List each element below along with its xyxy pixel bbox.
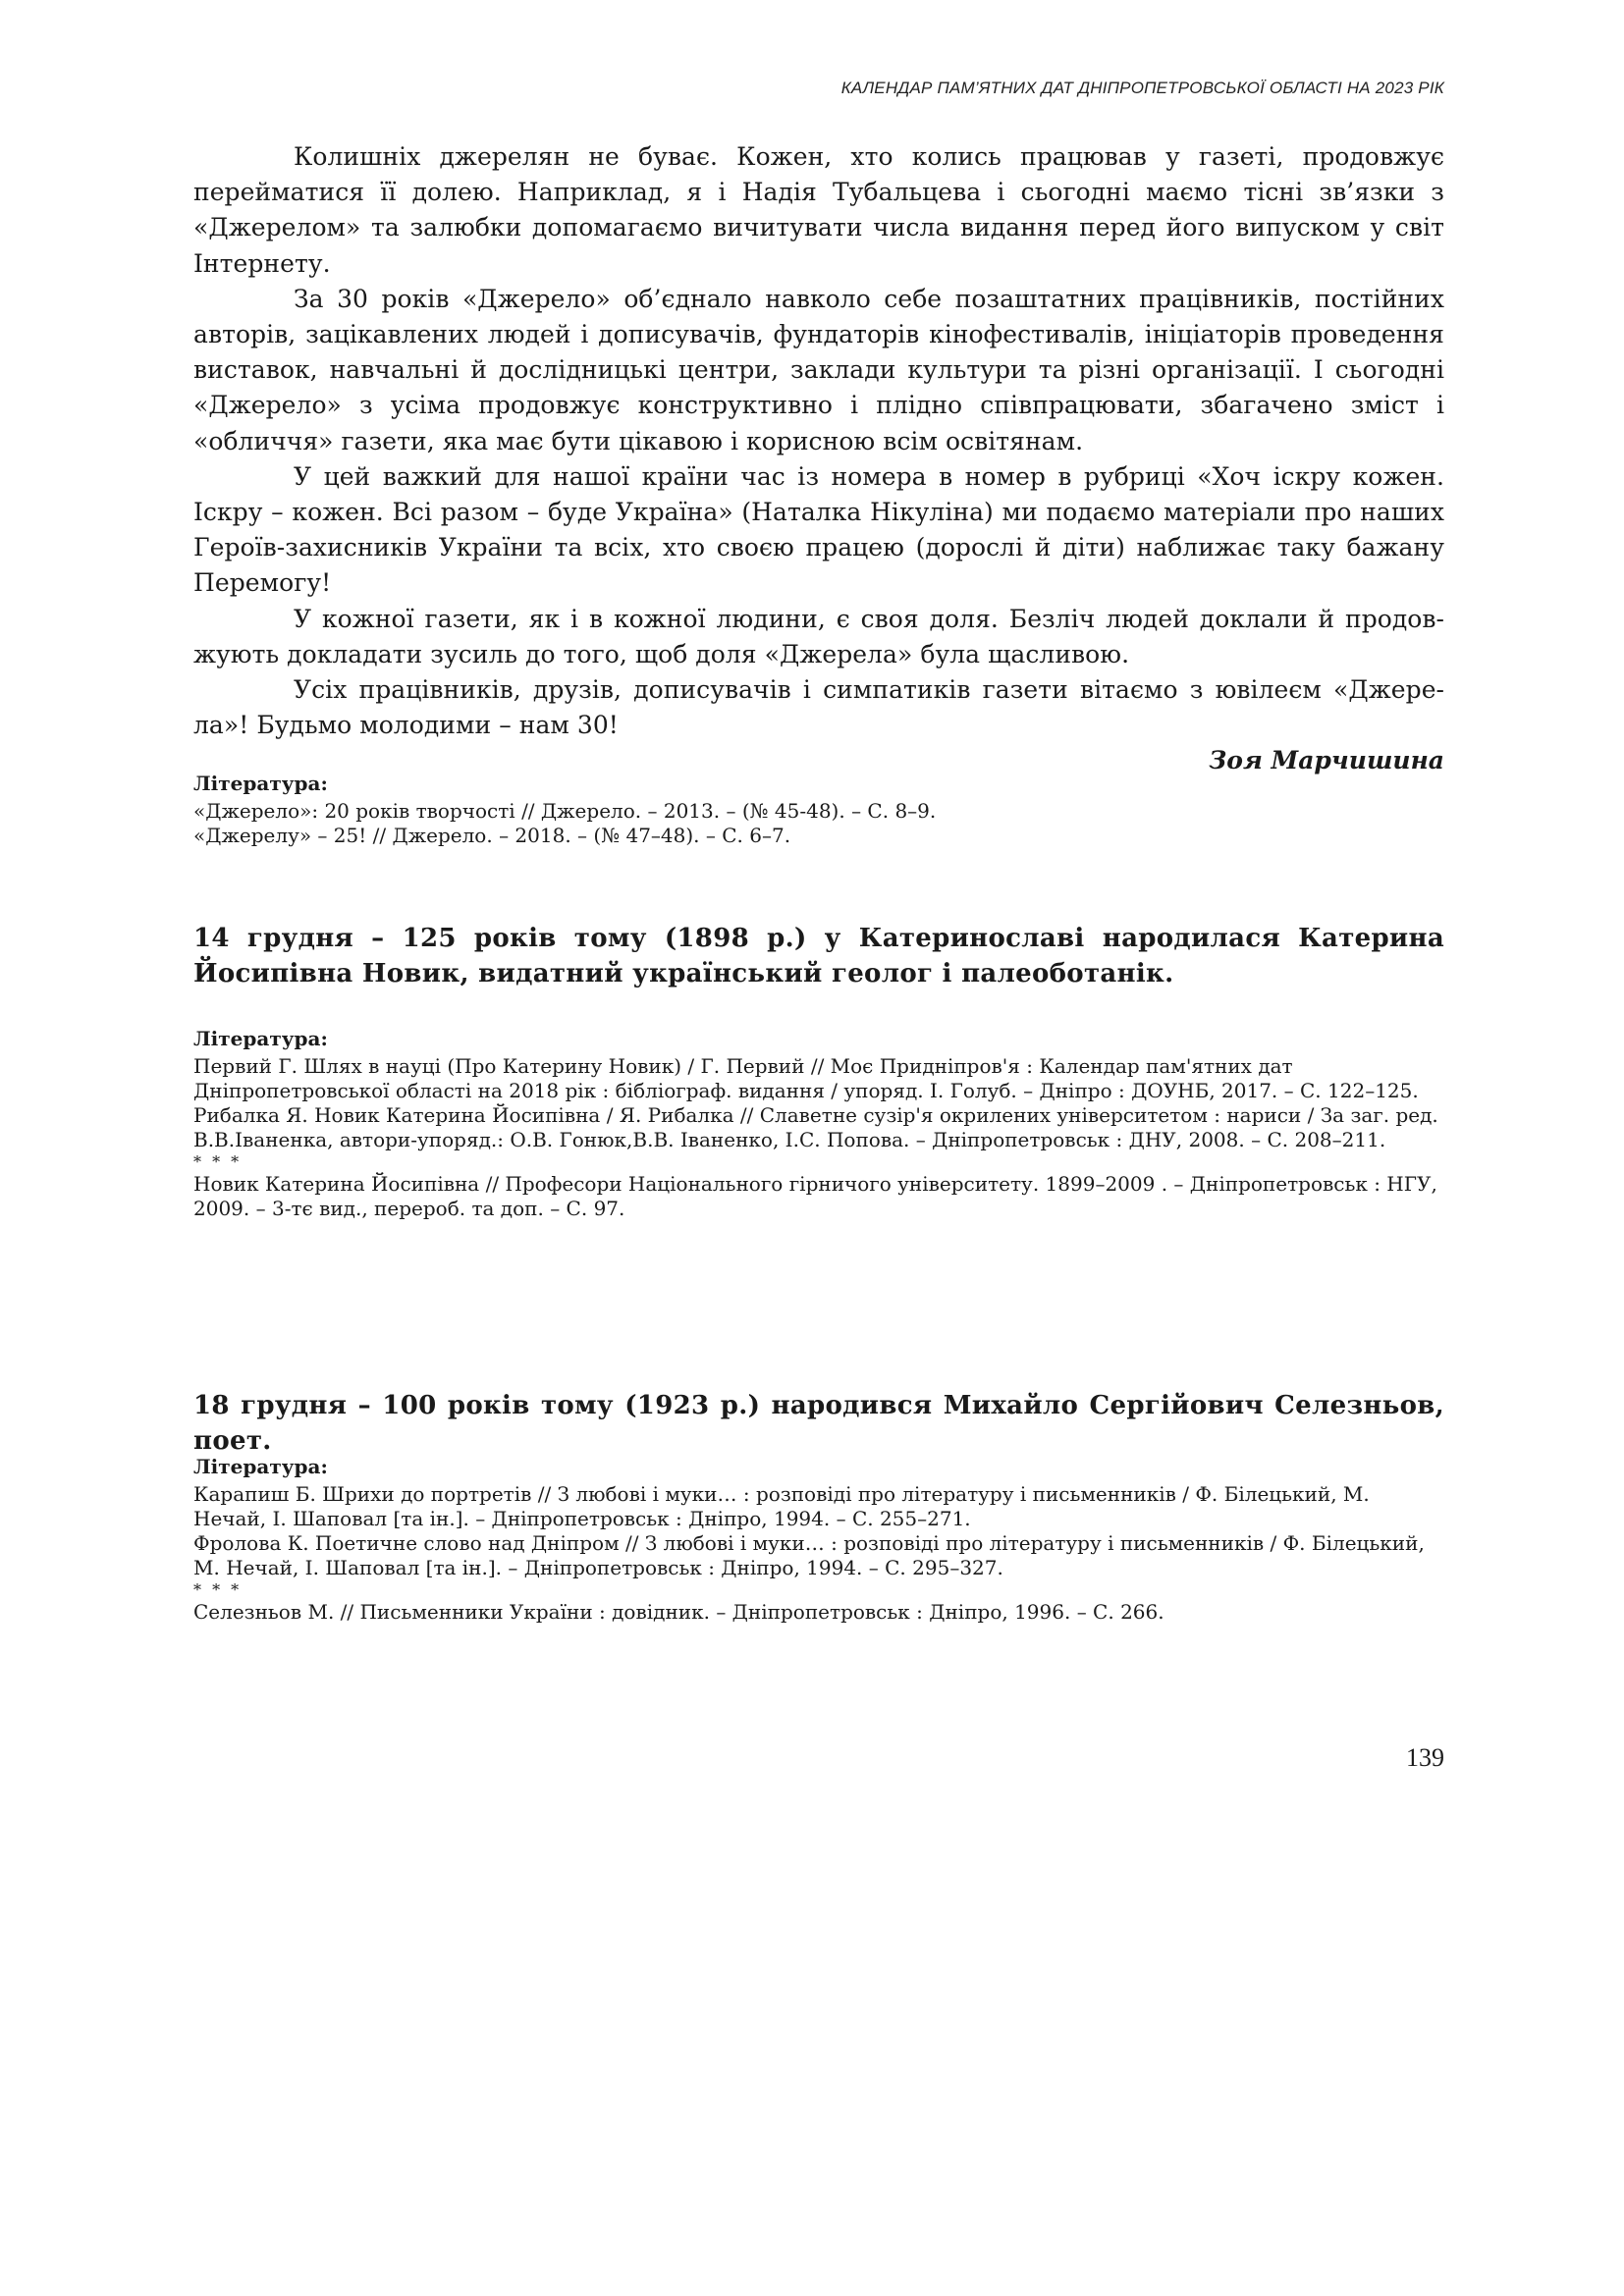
literature-heading: Література:	[193, 1027, 328, 1050]
page-number: 139	[1406, 1743, 1444, 1772]
literature-entry: Карапиш Б. Шрихи до портретів // З любові і муки… : розповіді про літературу і письменників / Ф. Білецький, М. Нечай, І. Шаповал [та ін.]. – Дніпропетровськ : Дніпро, 1994. – С. 255–271.	[193, 1482, 1370, 1530]
article-body	[193, 139, 1444, 778]
literature-entry: «Джерелу» – 25! // Джерело. – 2018. – (№ 47–48). – С. 6–7.	[193, 824, 791, 847]
event-literature	[193, 1455, 1444, 1625]
literature-entry: «Джерело»: 20 років творчості // Джерело. – 2013. – (№ 45-48). – С. 8–9.	[193, 799, 937, 823]
literature-entry: Новик Катерина Йосипівна // Професори Національного гірничого університету. 1899–2009 . – Дніпропетровськ : НГУ, 2009. – 3-тє вид., перероб. та доп. – С. 97.	[193, 1172, 1437, 1220]
article-paragraph: У цей важкий для нашої країни час із номера в номер в рубриці «Хоч іскру кожен. Іскру – кожен. Всі разом – буде Україна» (Наталка Нікуліна) ми подаємо матеріали про наших Героїв-захисників України та всіх, хто своєю працею (дорослі й діти) наближає таку бажану Перемогу!	[193, 461, 1444, 598]
article-literature	[193, 772, 1444, 848]
running-header: КАЛЕНДАР ПАМ’ЯТНИХ ДАТ ДНІПРОПЕТРОВСЬКОЇ ОБЛАСТІ НА 2023 РІК	[840, 79, 1444, 97]
article-paragraph: Колишніх джерелян не буває. Кожен, хто колись працював у газеті, продовжує перейматися її долею. Наприклад, я і Надія Тубальцева і сьогодні маємо тісні зв’язки з «Джерелом» та залюбки допомагаємо вичитувати числа видання перед його випуском у світ Інтернету.	[193, 142, 1444, 278]
article-paragraph: У кожної газети, як і в кожної людини, є своя доля. Безліч людей доклали й продовжують докладати зусиль до того, щоб доля «Джерела» була щасливою.	[193, 604, 1444, 668]
section-separator: * * *	[193, 1152, 243, 1171]
author-signature: Зоя Марчишина	[1209, 746, 1444, 775]
event-title: 18 грудня – 100 років тому (1923 р.) народився Михайло Сергійович Селезньов, поет.	[193, 1391, 1444, 1456]
literature-entry: Первий Г. Шлях в науці (Про Катерину Новик) / Г. Первий // Моє Придніпров'я : Календар пам'ятних дат Дніпропетровської області на 2018 рік : бібліограф. видання / упоряд. І. Голуб. – Дніпро : ДОУНБ, 2017. – С. 122–125.	[193, 1054, 1419, 1102]
article-paragraph: За 30 років «Джерело» об’єднало навколо себе позаштатних працівників, постійних авторів, зацікавлених людей і дописувачів, фундаторів кінофестивалів, ініціаторів проведення виставок, навчальні й дослідницькі центри, заклади культури та різні організації. І сьогодні «Джерело» з усіма продовжує конструктивно і плідно співпрацювати, збагачено зміст і «обличчя» газети, яка має бути цікавою і корисною всім освітянам.	[193, 284, 1444, 455]
literature-heading: Література:	[193, 1455, 328, 1478]
event-literature	[193, 1027, 1444, 1221]
literature-entry: Рибалка Я. Новик Катерина Йосипівна / Я. Рибалка // Славетне сузір'я окрилених університетом : нариси / За заг. ред. В.В.Іваненка, автори-упоряд.: О.В. Гонюк,В.В. Іваненко, І.С. Попова. – Дніпропетровськ : ДНУ, 2008. – С. 208–211.	[193, 1103, 1438, 1151]
literature-entry: Фролова К. Поетичне слово над Дніпром // З любові і муки… : розповіді про літературу і письменників / Ф. Білецький, М. Нечай, І. Шаповал [та ін.]. – Дніпропетровськ : Дніпро, 1994. – С. 295–327.	[193, 1531, 1425, 1579]
article-paragraph: Усіх працівників, друзів, дописувачів і симпатиків газети вітаємо з ювілеєм «Джерела»! Будьмо молодими – нам 30!	[193, 675, 1444, 740]
section-separator: * * *	[193, 1580, 243, 1599]
literature-entry: Селезньов М. // Письменники України : довідник. – Дніпропетровськ : Дніпро, 1996. – С. 266.	[193, 1600, 1164, 1624]
event-title: 14 грудня – 125 років тому (1898 р.) у Катеринославі народилася Катерина Йосипівна Новик, видатний український геолог і палеоботанік.	[193, 924, 1444, 988]
literature-heading: Література:	[193, 772, 328, 795]
